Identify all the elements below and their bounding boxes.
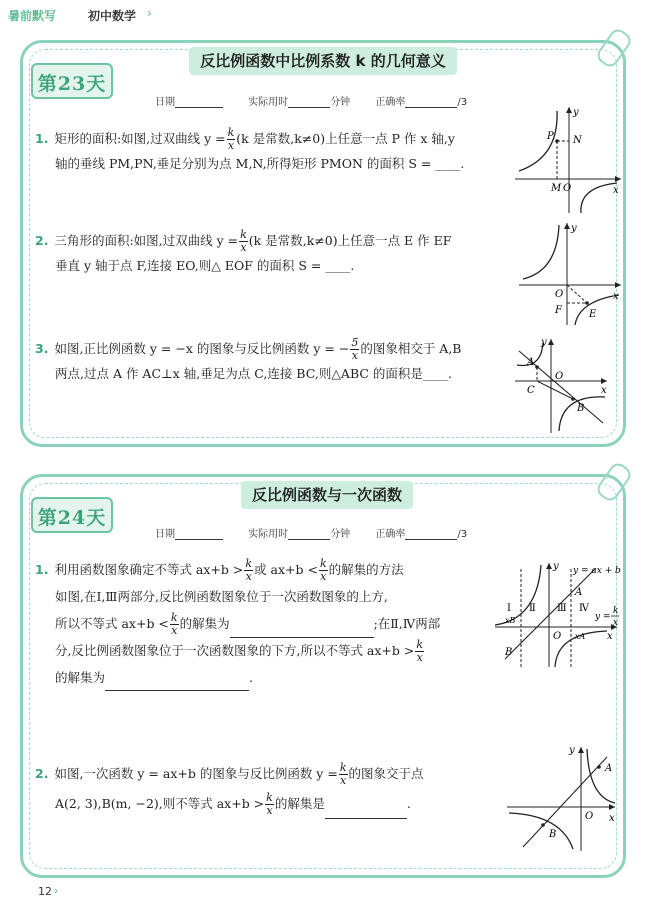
card-title: 反比例函数中比例系数 k 的几何意义 bbox=[189, 47, 457, 75]
hyperbola-x: x bbox=[613, 618, 619, 628]
accuracy-blank[interactable] bbox=[405, 539, 457, 540]
origin-label: O bbox=[563, 183, 572, 194]
question-text: . bbox=[406, 796, 411, 811]
point-M-label: M bbox=[551, 183, 562, 194]
x-axis-label: x bbox=[601, 385, 607, 396]
fraction: $\frac{k}{x}$ bbox=[240, 228, 247, 254]
question-text: 轴的垂线 PM,PN,垂足分别为点 M,N,所得矩形 PMON 的面积 S = ____. bbox=[55, 155, 465, 171]
answer-blank[interactable] bbox=[325, 818, 407, 819]
question-text: 的图象交于点 bbox=[348, 766, 424, 781]
point-B-label: B bbox=[549, 829, 557, 840]
graph-triangle-area bbox=[517, 221, 623, 327]
origin-label: O bbox=[553, 631, 562, 642]
point-C-label: C bbox=[527, 385, 535, 396]
day-badge-label: 第23天 bbox=[37, 73, 107, 95]
question-number: 1. bbox=[35, 562, 49, 577]
question-text: 的解集为 bbox=[179, 615, 230, 631]
fraction: $\frac{5}{x}$ bbox=[351, 336, 359, 362]
question-number: 1. bbox=[35, 131, 49, 146]
question-1 bbox=[35, 127, 511, 175]
question-text: (k 是常数,k≠0)上任意一点 E 作 EF bbox=[248, 233, 452, 248]
question-text: 或 ax+b < bbox=[254, 562, 318, 577]
point-A-label: A bbox=[575, 587, 583, 598]
question-text: 如图,一次函数 y = ax+b 的图象与反比例函数 y = bbox=[54, 766, 338, 781]
y-axis-label: y bbox=[571, 223, 577, 234]
question-text: 的解集的方法 bbox=[328, 562, 404, 577]
question-text: 三角形的面积:如图,过双曲线 y = bbox=[54, 233, 239, 248]
question-text: 利用函数图象确定不等式 ax+b > bbox=[54, 562, 244, 577]
question-number: 2. bbox=[35, 233, 49, 248]
point-A-label: A bbox=[527, 357, 535, 368]
y-axis-label: y bbox=[553, 561, 559, 572]
brand-label: 暑前默写 bbox=[8, 9, 57, 23]
y-axis-label: y bbox=[541, 337, 547, 348]
accuracy-label: 正确率 bbox=[375, 529, 406, 540]
time-label: 实际用时 bbox=[248, 529, 289, 540]
y-axis-label: y bbox=[569, 745, 575, 756]
hyperbola-k: k bbox=[613, 606, 619, 616]
region-IV-label: Ⅳ bbox=[579, 603, 589, 614]
accuracy-blank[interactable] bbox=[405, 107, 457, 108]
day-badge-label: 第24天 bbox=[37, 507, 107, 529]
question-text: . bbox=[249, 669, 253, 685]
time-label: 实际用时 bbox=[248, 97, 289, 108]
answer-blank[interactable] bbox=[105, 690, 249, 691]
x-axis-label: x bbox=[613, 185, 619, 196]
date-blank[interactable] bbox=[175, 539, 223, 540]
question-text: 垂直 y 轴于点 F,连接 EO,则△ EOF 的面积 S = ____. bbox=[55, 257, 355, 273]
time-unit: 分钟 bbox=[330, 97, 351, 108]
point-B-label: B bbox=[505, 647, 513, 658]
question-text: 如图,正比例函数 y = −x 的图象与反比例函数 y = − bbox=[54, 341, 350, 356]
point-A-label: A bbox=[605, 763, 613, 774]
meta-row bbox=[155, 93, 467, 108]
fraction: $\frac{k}{x}$ bbox=[339, 761, 347, 787]
accuracy-total: /3 bbox=[457, 529, 468, 540]
accuracy-total: /3 bbox=[457, 97, 468, 108]
point-P-label: P bbox=[547, 131, 554, 142]
fraction: $\frac{k}{x}$ bbox=[416, 638, 424, 664]
page-number: 12 bbox=[38, 885, 52, 898]
x-axis-label: x bbox=[609, 813, 615, 824]
question-text: (k 是常数,k≠0)上任意一点 P 作 x 轴,y bbox=[236, 131, 455, 146]
fraction: $\frac{k}{x}$ bbox=[170, 611, 178, 637]
graph-intersection bbox=[503, 743, 619, 853]
y-axis-label: y bbox=[573, 107, 579, 118]
question-number: 3. bbox=[35, 341, 49, 356]
question-text: 如图,在Ⅰ,Ⅲ两部分,反比例函数图象位于一次函数图象的上方, bbox=[55, 588, 388, 604]
date-label: 日期 bbox=[155, 529, 175, 540]
question-text: 的解集为 bbox=[55, 669, 106, 685]
question-text: 的解集是 bbox=[274, 796, 325, 811]
day-23-card bbox=[20, 40, 626, 447]
question-text: 矩形的面积:如图,过双曲线 y = bbox=[54, 131, 226, 146]
question-text: 分,反比例函数图象位于一次函数图象的下方,所以不等式 ax+b > bbox=[55, 642, 415, 658]
question-2 bbox=[35, 759, 505, 819]
x-axis-label: x bbox=[607, 631, 613, 642]
region-I-label: Ⅰ bbox=[507, 603, 511, 614]
question-text: 所以不等式 ax+b < bbox=[55, 615, 169, 631]
fraction: $\frac{k}{x}$ bbox=[319, 557, 327, 583]
origin-label: O bbox=[555, 289, 564, 300]
question-3 bbox=[35, 337, 511, 385]
day-badge bbox=[31, 497, 113, 533]
question-1 bbox=[35, 557, 505, 691]
day-24-card bbox=[20, 474, 626, 878]
graph-regions bbox=[491, 559, 621, 669]
chevron-right-icon: › bbox=[54, 884, 59, 897]
region-II-label: Ⅱ bbox=[529, 603, 536, 614]
subject-label: 初中数学 bbox=[88, 9, 137, 23]
chevron-right-icon: › bbox=[147, 6, 152, 20]
header-bar bbox=[0, 0, 657, 28]
origin-label: O bbox=[555, 371, 564, 382]
point-E-label: E bbox=[589, 309, 597, 320]
graph-triangle-abc bbox=[511, 335, 611, 435]
region-III-label: Ⅲ bbox=[557, 603, 567, 614]
question-text: 的图象相交于 A,B bbox=[360, 341, 462, 356]
graph-rect-area bbox=[513, 105, 623, 217]
question-number: 2. bbox=[35, 766, 49, 781]
point-N-label: N bbox=[573, 135, 582, 146]
line-label: y = ax + b bbox=[573, 566, 621, 576]
question-text: ;在Ⅱ,Ⅳ两部 bbox=[373, 615, 441, 631]
question-text: 两点,过点 A 作 AC⊥x 轴,垂足为点 C,连接 BC,则△ABC 的面积是____. bbox=[55, 365, 452, 381]
hyperbola-label: y = bbox=[595, 612, 611, 622]
time-blank[interactable] bbox=[288, 539, 330, 540]
fraction: $\frac{k}{x}$ bbox=[227, 126, 235, 152]
day-badge bbox=[31, 63, 113, 99]
xB-label: xB bbox=[505, 616, 516, 625]
date-label: 日期 bbox=[155, 97, 175, 108]
fraction: $\frac{k}{x}$ bbox=[245, 557, 253, 583]
question-2 bbox=[35, 229, 511, 277]
point-B-label: B bbox=[577, 403, 585, 414]
point-F-label: F bbox=[555, 305, 562, 316]
fraction: $\frac{k}{x}$ bbox=[266, 791, 273, 817]
origin-label: O bbox=[585, 811, 594, 822]
x-axis-label: x bbox=[613, 291, 619, 302]
xA-label: xA bbox=[575, 632, 586, 641]
card-title: 反比例函数与一次函数 bbox=[241, 481, 413, 509]
date-blank[interactable] bbox=[175, 107, 223, 108]
accuracy-label: 正确率 bbox=[375, 97, 406, 108]
meta-row bbox=[155, 525, 467, 540]
time-unit: 分钟 bbox=[330, 529, 351, 540]
time-blank[interactable] bbox=[288, 107, 330, 108]
question-text: A(2, 3),B(m, −2),则不等式 ax+b > bbox=[55, 796, 265, 811]
